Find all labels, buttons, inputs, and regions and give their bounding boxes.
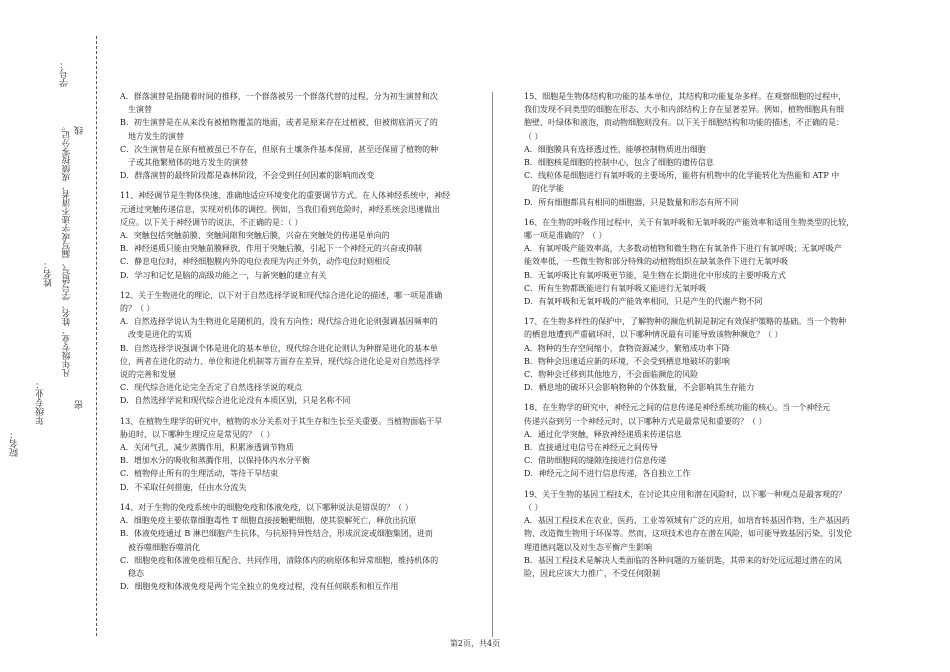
text-line: B．细胞核是细胞的控制中心，包含了细胞的遗传信息	[524, 158, 714, 168]
text-line: 哪一项是准确的？（ ）	[524, 231, 607, 241]
text-line: A．细胞免疫主要依靠细胞毒性 T 细胞直接接触靶细胞，使其裂解死亡，释放出抗原	[120, 516, 417, 526]
text-line: B．神经递质只能由突触前膜释放，作用于突触后膜，引起下一个神经元的兴奋或抑制	[120, 244, 422, 254]
binding-dashed-line	[96, 36, 97, 636]
question-19	[524, 488, 874, 580]
page-number: 第2页，共4页	[449, 639, 501, 648]
text-line: D．有氧呼吸和无氧呼吸的产能效率相同，只是产生的代谢产物不同	[524, 297, 763, 307]
text-line: 位，两者在进化的动力、单位和进化机制等方面存在差异，现代综合进化论是对自然选择学	[120, 356, 440, 366]
question-15	[524, 90, 874, 209]
question-16	[524, 216, 874, 308]
text-line: C．静息电位时，神经细胞膜内外的电位表现为内正外负，动作电位时则相反	[120, 257, 391, 267]
student-id-label: 学号：	[60, 60, 70, 87]
text-line: 胞壁、叶绿体和液泡，而动物细胞则没有。以下关于细胞结构和功能的描述，不正确的是：	[524, 118, 844, 128]
text-line: 我们发现不同类型的细胞在形态、大小和内部结构上存在显著差异。例如，植物细胞具有细	[524, 105, 844, 115]
text-line: B．自然选择学说强调个体是进化的基本单位，现代综合进化论则认为种群是进化的基本单	[120, 343, 438, 353]
text-line: 能效率低，一些微生物和部分特殊的动植物组织在缺氧条件下进行无氧呼吸	[524, 257, 788, 267]
text-line: 11、神经调节是生物体快速、准确地适应环境变化的重要调节方式。在人体神经系统中，神经	[120, 191, 451, 201]
text-line: A．自然选择学说认为生物进化是随机的，没有方向性；现代综合进化论则强调基因频率的	[120, 317, 438, 327]
text-line: B．增加水分的吸收和蒸腾作用，以保持体内水分平衡	[120, 456, 310, 466]
text-line: C．次生演替是在原有植被虽已不存在，但原有土壤条件基本保留，甚至还保留了植物的种	[120, 144, 439, 154]
column-divider	[492, 92, 493, 637]
text-line: 传递兴奋到另一个神经元时，以下哪种方式是最常见和重要的？（ ）	[524, 416, 767, 426]
q10-options	[120, 90, 464, 182]
text-line: 物、改造微生物用于环保等。然而，这项技术也存在潜在风险，如可能导致基因污染、引发伦	[524, 529, 852, 539]
text-line: A．基因工程技术在农业、医药、工业等领域有广泛的应用，如培育转基因作物、生产基因药	[524, 516, 850, 526]
text-line: 理道德问题以及对生态平衡产生影响	[524, 542, 652, 552]
name-label: 姓名：	[44, 260, 54, 287]
text-line: A．通过化学突触，释放神经递质来传递信息	[524, 429, 682, 439]
text-line: D．学习和记忆是脑的高级功能之一，与新突触的建立有关	[120, 270, 327, 280]
text-line: D．不采取任何措施，任由水分流失	[120, 482, 247, 492]
question-18	[524, 401, 874, 480]
text-line: 地方发生的演替	[128, 131, 184, 141]
text-line: C．现代综合进化论完全否定了自然选择学说的观点	[120, 383, 303, 393]
text-line: D．细胞免疫和体液免疫是两个完全独立的免疫过程，没有任何联系和相互作用	[120, 582, 399, 592]
text-line: 被吞噬细胞吞噬消化	[128, 542, 200, 552]
text-line: （ ）	[524, 131, 543, 141]
text-line: C．借助细胞间的缝隙连接进行信息传递	[524, 456, 667, 466]
text-line: C．所有生物都既能进行有氧呼吸又能进行无氧呼吸	[524, 283, 707, 293]
question-13	[120, 415, 464, 494]
text-line: B．体液免疫通过 B 淋巴细胞产生抗体，与抗原特异性结合，形成沉淀或细胞集团，进而	[120, 529, 433, 539]
text-line: 改变是进化的实质	[128, 330, 192, 340]
major-label: 年级专业：	[36, 380, 46, 425]
question-11	[120, 189, 464, 281]
text-line: 反应。以下关于神经调节的说法，不正确的是：（ ）	[120, 217, 303, 227]
text-line: 元通过突触传递信息，实现对机体的调控。例如，当我们看到危险时，神经系统会迅速做出	[120, 204, 440, 214]
text-line: A．有氧呼吸产能效率高，大多数动植物和微生物在有氧条件下进行有氧呼吸；无氧呼吸产	[524, 244, 842, 254]
text-line: 的栖息地遭到严重破坏时，以下哪种情况最有可能导致该物种濒危？（ ）	[524, 330, 783, 340]
line-mark: 线	[75, 126, 85, 135]
question-12	[120, 289, 464, 408]
text-line: 15、细胞是生物体结构和功能的基本单位，其结构和功能复杂多样。在观察细胞的过程中，	[524, 92, 847, 101]
text-line: A．物种的生存空间缩小，食物资源减少，繁殖成功率下降	[524, 343, 730, 353]
text-line: 19、关于生物的基因工程技术，在讨论其应用和潜在风险时，以下哪一种观点是最客观的？	[524, 489, 847, 499]
text-line: C．线粒体是细胞进行有氧呼吸的主要场所，能将有机物中的化学能转化为热能和 ATP 中	[524, 171, 840, 181]
question-17	[524, 315, 874, 394]
text-line: D．所有细胞都具有相同的细胞器，只是数量和形态有所不同	[524, 197, 739, 207]
text-line: 12、关于生物进化的理论，以下对于自然选择学说和现代综合进化论的描述，哪一项是准确	[120, 290, 443, 300]
text-line: 18、在生物学的研究中，神经元之间的信息传递是神经系统功能的核心。当一个神经元	[524, 403, 831, 413]
text-line: B．初生演替是在从来没有被植物覆盖的地面，或者是原来存在过植被、但被彻底消灭了的	[120, 118, 438, 128]
text-line: D．神经元之间不进行信息传递，各自独立工作	[524, 469, 691, 479]
text-line: D．栖息地的破坏只会影响物种的个体数量，不会影响其生存能力	[524, 383, 755, 393]
text-line: （ ）	[524, 502, 543, 512]
text-line: C．物种会迁移到其他地方，不会面临濒危的风险	[524, 370, 699, 380]
text-line: A．群落演替是指随着时间的推移，一个群落被另一个群落代替的过程，分为初生演替和次	[120, 92, 438, 101]
left-column	[120, 90, 464, 600]
binding-strip	[0, 0, 108, 672]
text-line: 17、在生物多样性的保护中，了解物种的濒危机制是制定有效保护策略的基础。当一个物种	[524, 317, 847, 327]
text-line: 的化学能	[532, 184, 564, 194]
binding-instruction: 凡年级专业、姓名、学号错写、漏写或字迹不清者，成绩按零分记。	[62, 122, 72, 377]
school-label: 院名：	[10, 430, 20, 457]
text-line: 13、在植物生理学的研究中，植物的水分关系对于其生存和生长至关重要。当植物面临干旱	[120, 416, 443, 426]
text-line: 稳态	[128, 568, 144, 578]
text-line: B．基因工程技术是解决人类面临的各种问题的万能钥匙，其带来的好处远远超过潜在的风	[524, 555, 842, 565]
question-14	[120, 501, 464, 593]
text-line: A．细胞膜具有选择透过性，能够控制物质进出细胞	[524, 144, 706, 154]
text-line: B．直接通过电信号在神经元之间传导	[524, 443, 658, 453]
text-line: 14、对于生物的免疫系统中的细胞免疫和体液免疫，以下哪种说法是错误的？（ ）	[120, 502, 413, 512]
text-line: 胁迫时，以下哪种生理反应是常见的？（ ）	[120, 429, 275, 439]
text-line: B．物种会迅速适应新的环境，不会受到栖息地破坏的影响	[524, 356, 730, 366]
text-line: D．自然选择学说和现代综合进化论没有本质区别，只是名称不同	[120, 396, 351, 406]
text-line: D．群落演替的最终阶段都是森林阶段，不会受到任何因素的影响而改变	[120, 171, 375, 181]
text-line: 的？（ ）	[120, 304, 155, 314]
text-line: 险，因此应该大力推广，不受任何限制	[524, 568, 660, 578]
text-line: A．关闭气孔，减少蒸腾作用，积累渗透调节物质	[120, 443, 294, 453]
text-line: A．突触包括突触前膜、突触间隙和突触后膜，兴奋在突触处的传递是单向的	[120, 231, 390, 241]
seal-mark: 密	[75, 400, 85, 409]
text-line: 子或其他繁殖体的地方发生的演替	[128, 158, 248, 168]
right-column	[524, 90, 874, 587]
text-line: 16、在生物的呼吸作用过程中，关于有氧呼吸和无氧呼吸的产能效率和适用生物类型的比较，	[524, 217, 855, 227]
text-line: C．植物停止所有的生理活动，等待干旱结束	[120, 469, 279, 479]
text-line: 说的完善和发展	[120, 370, 176, 380]
text-line: C．细胞免疫和体液免疫相互配合、共同作用，清除体内的病原体和异常细胞，维持机体的	[120, 555, 439, 565]
text-line: 生演替	[128, 105, 152, 115]
text-line: B．无氧呼吸比有氧呼吸更节能，是生物在长期进化中形成的主要呼吸方式	[524, 270, 786, 280]
